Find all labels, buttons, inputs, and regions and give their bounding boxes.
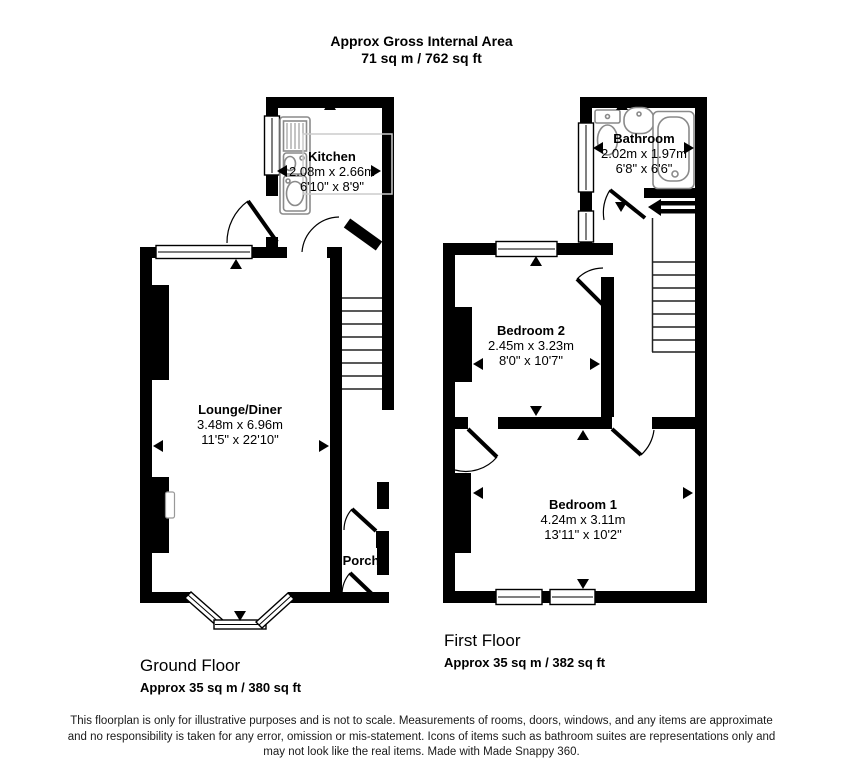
floor-name: Ground Floor xyxy=(140,656,241,675)
room-size-imperial: 6'10" x 8'9" xyxy=(299,179,365,194)
page-title xyxy=(0,33,843,67)
ground-floor-doors xyxy=(227,201,376,596)
gross-internal-area-value: 71 sq m / 762 sq ft xyxy=(361,50,482,66)
bay-window xyxy=(185,592,294,629)
room-name: Bathroom xyxy=(613,131,675,146)
room-name: Lounge/Diner xyxy=(198,402,282,417)
room-size-metric: 2.08m x 2.66m xyxy=(289,164,375,179)
room-size-imperial: 6'8" x 6'6" xyxy=(615,161,673,176)
first-floor-caption xyxy=(444,631,605,670)
gross-internal-area-title: Approx Gross Internal Area xyxy=(330,33,513,49)
ground-floor-caption xyxy=(140,656,301,695)
room-name: Porch xyxy=(342,553,380,568)
room-label-kitchen xyxy=(289,149,375,194)
wash-basin-icon xyxy=(624,108,654,134)
room-size-metric: 2.02m x 1.97m xyxy=(601,146,687,161)
floor-area: Approx 35 sq m / 382 sq ft xyxy=(444,655,606,670)
room-size-imperial: 8'0" x 10'7" xyxy=(498,353,564,368)
floor-name: First Floor xyxy=(444,631,521,650)
room-label-bedroom-1 xyxy=(540,497,625,542)
room-name: Kitchen xyxy=(308,149,356,164)
room-label-porch xyxy=(343,553,380,568)
floor-area: Approx 35 sq m / 380 sq ft xyxy=(140,680,302,695)
room-label-lounge-diner xyxy=(197,402,283,447)
room-size-metric: 4.24m x 3.11m xyxy=(540,512,626,527)
room-size-imperial: 11'5" x 22'10" xyxy=(201,432,279,447)
room-name: Bedroom 2 xyxy=(497,323,565,338)
fireplace-marker xyxy=(166,492,175,518)
ground-floor-windows xyxy=(156,116,280,259)
room-size-imperial: 13'11" x 10'2" xyxy=(544,527,622,542)
disclaimer-text: This floorplan is only for illustrative purposes and is not to scale. Measurements of rooms, doors, windows, and any items are approximate and no responsibility is taken for any error, omission or mis-statement. Icons of items such as bathroom suites are representations only and may not look like the real items. Made with Made Snappy 360. xyxy=(67,715,776,758)
ground-floor-staircase xyxy=(342,298,382,389)
room-size-metric: 2.45m x 3.23m xyxy=(488,338,574,353)
room-label-bedroom-2 xyxy=(488,323,574,368)
first-floor-staircase xyxy=(648,199,695,352)
room-label-bathroom xyxy=(601,131,687,176)
room-name: Bedroom 1 xyxy=(549,497,617,512)
room-size-metric: 3.48m x 6.96m xyxy=(197,417,283,432)
